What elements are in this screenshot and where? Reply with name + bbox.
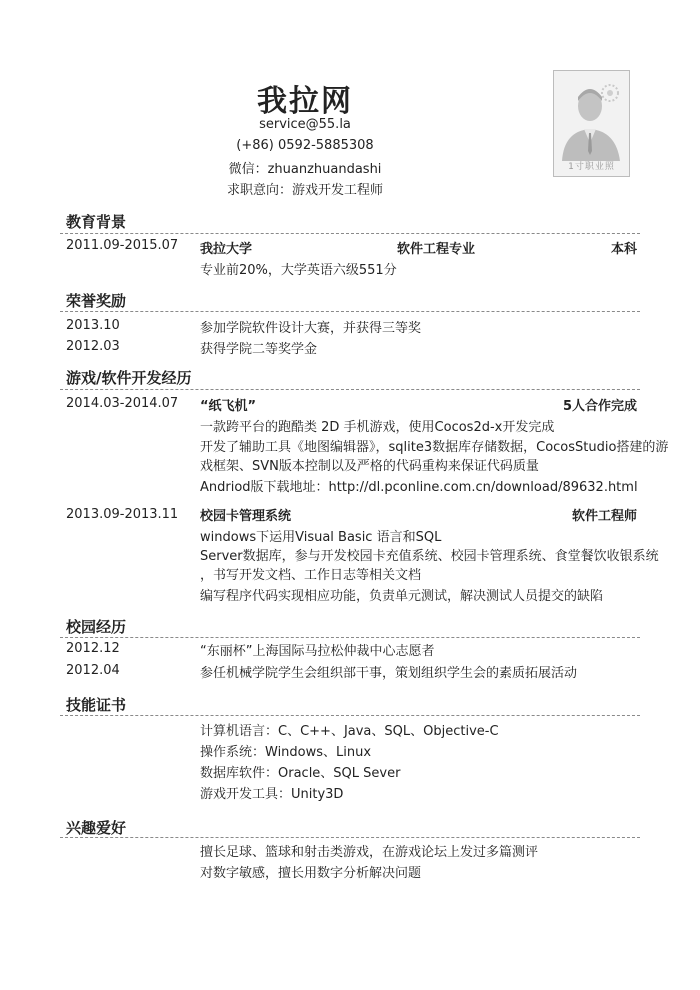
education-major: 软件工程专业 [397,242,476,257]
honor-text: 参加学院软件设计大赛，并获得三等奖 [200,321,422,336]
skill-line: 计算机语言：C、C++、Java、SQL、Objective-C [200,724,499,739]
project-line: 一款跨平台的跑酷类 2D 手机游戏，使用Cocos2d-x开发完成 [200,420,555,435]
project-line: Andriod版下载地址：http://dl.pconline.com.cn/download/89632.html [200,480,638,495]
campus-text: 参任机械学院学生会组织部干事，策划组织学生会的素质拓展活动 [200,666,578,681]
profile-photo [553,70,630,177]
campus-date: 2012.12 [66,641,120,656]
education-degree: 本科 [610,242,637,257]
section-title-hobbies: 兴趣爱好 [66,819,127,837]
section-title-experience: 游戏/软件开发经历 [66,369,192,387]
section-divider [60,715,640,716]
section-title-education: 教育背景 [66,213,127,231]
project-line: ，书写开发文档、工作日志等相关文档 [200,568,422,583]
honor-date: 2012.03 [66,339,120,354]
project-line: 开发了辅助工具《地图编辑器》，sqlite3数据库存储数据，CocosStudio搭建的游 [200,440,669,455]
project-name: 校园卡管理系统 [200,509,292,524]
section-divider [60,233,640,234]
honor-date: 2013.10 [66,318,120,333]
skill-line: 游戏开发工具：Unity3D [200,787,344,802]
education-detail: 专业前20%，大学英语六级551分 [200,263,397,278]
contact-wechat: 微信：zhuanzhuandashi [228,162,382,177]
project-date: 2014.03-2014.07 [66,396,179,411]
project-line: 戏框架、SVN版本控制以及严格的代码重构来保证代码质量 [200,459,539,474]
contact-phone: (+86) 0592-5885308 [236,138,374,153]
section-divider [60,389,640,390]
section-title-campus: 校园经历 [66,618,127,636]
job-intent: 求职意向：游戏开发工程师 [226,183,383,198]
project-line: 编写程序代码实现相应功能，负责单元测试，解决测试人员提交的缺陷 [200,589,604,604]
project-name: “纸飞机” [200,399,257,414]
education-date: 2011.09-2015.07 [66,238,179,253]
project-line: windows下运用Visual Basic 语言和SQL [200,530,442,545]
section-divider [60,311,640,312]
hobby-line: 擅长足球、篮球和射击类游戏，在游戏论坛上发过多篇测评 [200,845,539,860]
project-date: 2013.09-2013.11 [66,507,179,522]
project-line: Server数据库，参与开发校园卡充值系统、校园卡管理系统、食堂餐饮收银系统 [200,549,659,564]
campus-text: “东丽杯”上海国际马拉松仲裁中心志愿者 [200,644,435,659]
section-divider [60,637,640,638]
resume-name: 我拉网 [257,84,353,119]
section-divider [60,837,640,838]
skill-line: 数据库软件：Oracle、SQL Sever [200,766,401,781]
project-role: 5人合作完成 [562,399,637,414]
skill-line: 操作系统：Windows、Linux [200,745,372,760]
photo-label: 1寸职业照 [568,162,615,172]
section-title-skills: 技能证书 [66,696,127,714]
honor-text: 获得学院二等奖学金 [200,342,318,357]
education-school: 我拉大学 [200,242,253,257]
hobby-line: 对数字敏感，擅长用数字分析解决问题 [200,866,422,881]
project-role: 软件工程师 [571,509,637,524]
campus-date: 2012.04 [66,663,120,678]
section-title-honors: 荣誉奖励 [66,292,127,310]
contact-email: service@55.la [259,117,351,132]
